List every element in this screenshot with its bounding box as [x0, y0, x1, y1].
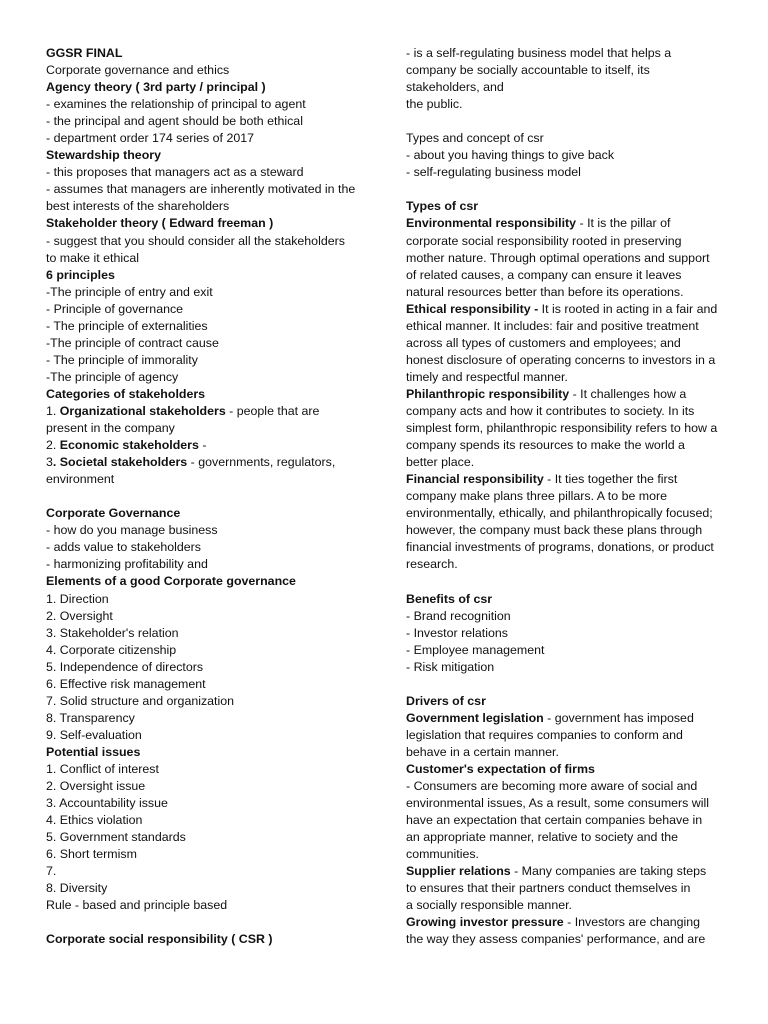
heading-line — [46, 505, 371, 522]
text-line — [46, 591, 371, 608]
plain-text: - harmonizing profitability and — [46, 557, 208, 572]
plain-text: 3. Stakeholder's relation — [46, 625, 179, 640]
blank-line — [406, 676, 728, 693]
heading-line — [46, 147, 371, 164]
text-line — [406, 147, 728, 164]
text-line — [406, 164, 728, 181]
text-line — [46, 642, 371, 659]
plain-text: best interests of the shareholders — [46, 199, 230, 214]
bold-text: Growing investor pressure — [406, 915, 564, 930]
plain-text: - It challenges how a — [569, 386, 687, 401]
plain-text: - Employee management — [406, 642, 545, 657]
text-line — [406, 744, 728, 761]
text-line — [46, 727, 371, 744]
text-line — [406, 233, 728, 250]
plain-text: - Investors are changing — [563, 915, 701, 930]
plain-text: environmentally, ethically, and philanthropically focused; — [406, 506, 713, 521]
plain-text: - the principal and agent should be both ethical — [46, 114, 303, 129]
text-line — [46, 284, 371, 301]
plain-text: -The principle of contract cause — [46, 335, 219, 350]
plain-text: - The principle of externalities — [46, 318, 208, 333]
text-line — [406, 96, 728, 113]
heading-line — [406, 693, 728, 710]
plain-text: to ensures that their partners conduct themselves in — [406, 881, 691, 896]
text-line — [46, 897, 371, 914]
plain-text: 7. Solid structure and organization — [46, 693, 235, 708]
plain-text: 9. Self-evaluation — [46, 727, 142, 742]
text-line — [46, 318, 371, 335]
plain-text: - about you having things to give back — [406, 148, 615, 163]
bold-text: Potential issues — [46, 744, 141, 759]
bold-text: Corporate social responsibility ( CSR ) — [46, 932, 273, 947]
plain-text: 3. Accountability issue — [46, 796, 168, 811]
plain-text: 1. Direction — [46, 591, 109, 606]
plain-text: 6. Effective risk management — [46, 676, 206, 691]
plain-text: 2. — [46, 438, 60, 453]
plain-text: environment — [46, 472, 115, 487]
plain-text: company be socially accountable to itself, its — [406, 63, 650, 78]
heading-line — [46, 215, 371, 232]
plain-text: across all types of customers and employees; and — [406, 335, 681, 350]
plain-text: - — [198, 438, 207, 453]
text-line — [406, 710, 728, 727]
plain-text: - how do you manage business — [46, 523, 218, 538]
heading-line — [46, 45, 371, 62]
blank-line — [406, 573, 728, 590]
text-line — [406, 608, 728, 625]
text-line — [46, 608, 371, 625]
text-line — [406, 880, 728, 897]
text-line — [46, 471, 371, 488]
plain-text: 4. Corporate citizenship — [46, 642, 177, 657]
plain-text: however, the company must back these plans through — [406, 523, 703, 538]
text-line — [406, 863, 728, 880]
bold-text: Stewardship theory — [46, 148, 161, 163]
plain-text: - Brand recognition — [406, 608, 511, 623]
text-line — [46, 301, 371, 318]
plain-text: 1. Conflict of interest — [46, 761, 159, 776]
text-line — [406, 403, 728, 420]
plain-text: company make plans three pillars. A to be more — [406, 489, 668, 504]
bold-text: Elements of a good Corporate governance — [46, 574, 296, 589]
plain-text: research. — [406, 557, 458, 572]
plain-text: - examines the relationship of principal to agent — [46, 97, 306, 112]
text-line — [46, 761, 371, 778]
text-line — [406, 642, 728, 659]
text-line — [406, 556, 728, 573]
heading-line — [46, 744, 371, 761]
plain-text: communities. — [406, 847, 479, 862]
text-line — [406, 284, 728, 301]
text-line — [406, 386, 728, 403]
plain-text: 5. Government standards — [46, 830, 186, 845]
text-line — [406, 352, 728, 369]
bold-text: Government legislation — [406, 710, 544, 725]
text-line — [406, 437, 728, 454]
text-line — [46, 846, 371, 863]
heading-line — [46, 931, 371, 948]
bold-text: Financial responsibility — [406, 472, 544, 487]
text-line — [46, 710, 371, 727]
text-line — [406, 914, 728, 931]
plain-text: 8. Diversity — [46, 881, 108, 896]
text-line — [406, 727, 728, 744]
text-line — [406, 829, 728, 846]
plain-text: stakeholders, and — [406, 80, 504, 95]
text-line — [46, 863, 371, 880]
plain-text: a socially responsible manner. — [406, 898, 572, 913]
text-line — [46, 829, 371, 846]
text-line — [46, 778, 371, 795]
plain-text: 3 — [46, 455, 53, 470]
plain-text: simplest form, philanthropic responsibility refers to how a — [406, 421, 718, 436]
plain-text: Corporate governance and ethics — [46, 63, 230, 78]
text-line — [406, 318, 728, 335]
plain-text: - adds value to stakeholders — [46, 540, 201, 555]
plain-text: behave in a certain manner. — [406, 744, 559, 759]
text-line — [46, 659, 371, 676]
plain-text: 6. Short termism — [46, 847, 137, 862]
plain-text: present in the company — [46, 421, 175, 436]
plain-text: - It is the pillar of — [576, 216, 671, 231]
plain-text: -The principle of agency — [46, 369, 179, 384]
text-line — [46, 539, 371, 556]
text-line — [46, 62, 371, 79]
text-line — [406, 505, 728, 522]
plain-text: - The principle of immorality — [46, 352, 198, 367]
bold-text: GGSR FINAL — [46, 46, 123, 60]
text-line — [406, 931, 728, 948]
plain-text: have an expectation that certain companies behave in — [406, 813, 703, 828]
plain-text: financial investments of programs, donations, or product — [406, 540, 714, 555]
text-line — [406, 62, 728, 79]
plain-text: -The principle of entry and exit — [46, 284, 213, 299]
text-line — [46, 369, 371, 386]
text-line — [406, 897, 728, 914]
right-column — [406, 45, 728, 948]
plain-text: the way they assess companies' performance, and are — [406, 932, 706, 947]
plain-text: of related causes, a company can ensure it leaves — [406, 267, 682, 282]
text-line — [406, 778, 728, 795]
bold-text: Types of csr — [406, 199, 479, 214]
text-line — [46, 181, 371, 198]
text-line — [406, 267, 728, 284]
text-line — [406, 369, 728, 386]
plain-text: better place. — [406, 455, 475, 470]
plain-text: - this proposes that managers act as a steward — [46, 165, 304, 180]
text-line — [46, 198, 371, 215]
plain-text: company acts and how it contributes to society. In its — [406, 403, 695, 418]
bold-text: Stakeholder theory ( Edward freeman ) — [46, 216, 274, 231]
bold-text: Drivers of csr — [406, 693, 486, 708]
text-line — [46, 352, 371, 369]
left-column — [46, 45, 371, 948]
plain-text: 1. — [46, 403, 60, 418]
text-line — [46, 556, 371, 573]
heading-line — [406, 591, 728, 608]
plain-text: ethical manner. It includes: fair and positive treatment — [406, 318, 699, 333]
plain-text: - Many companies are taking steps — [510, 864, 707, 879]
blank-line — [46, 488, 371, 505]
text-line — [46, 795, 371, 812]
plain-text: - is a self-regulating business model that helps a — [406, 46, 672, 60]
plain-text: natural resources better than before its operations. — [406, 284, 684, 299]
plain-text: - It ties together the first — [543, 472, 678, 487]
text-line — [406, 215, 728, 232]
plain-text: - Principle of governance — [46, 301, 184, 316]
bold-text: Customer's expectation of firms — [406, 761, 595, 776]
text-line — [406, 471, 728, 488]
bold-text: Ethical responsibility - — [406, 301, 539, 316]
text-line — [46, 693, 371, 710]
text-line — [46, 250, 371, 267]
text-line — [406, 335, 728, 352]
text-line — [406, 488, 728, 505]
plain-text: - Consumers are becoming more aware of social and — [406, 779, 698, 794]
text-line — [46, 676, 371, 693]
plain-text: - people that are — [225, 403, 320, 418]
text-line — [46, 164, 371, 181]
plain-text: the public. — [406, 97, 463, 112]
text-line — [46, 437, 371, 454]
blank-line — [406, 181, 728, 198]
text-line — [406, 625, 728, 642]
plain-text: 5. Independence of directors — [46, 659, 204, 674]
text-line — [46, 454, 371, 471]
text-line — [46, 522, 371, 539]
plain-text: legislation that requires companies to conform and — [406, 727, 683, 742]
text-line — [406, 846, 728, 863]
plain-text: environmental issues, As a result, some consumers will — [406, 796, 710, 811]
text-line — [46, 420, 371, 437]
plain-text: to make it ethical — [46, 250, 139, 265]
heading-line — [406, 198, 728, 215]
heading-line — [46, 267, 371, 284]
plain-text: - assumes that managers are inherently motivated in the — [46, 182, 356, 197]
heading-line — [406, 761, 728, 778]
plain-text: - self-regulating business model — [406, 165, 581, 180]
bold-text: Benefits of csr — [406, 591, 493, 606]
bold-text: Agency theory ( 3rd party / principal ) — [46, 80, 266, 95]
text-line — [46, 625, 371, 642]
bold-text: . Societal stakeholders — [52, 455, 188, 470]
plain-text: Rule - based and principle based — [46, 898, 228, 913]
bold-text: Environmental responsibility — [406, 216, 577, 231]
plain-text: - department order 174 series of 2017 — [46, 131, 255, 146]
heading-line — [46, 79, 371, 96]
plain-text: 2. Oversight — [46, 608, 113, 623]
text-line — [406, 812, 728, 829]
bold-text: Organizational stakeholders — [59, 403, 226, 418]
plain-text: - Risk mitigation — [406, 659, 495, 674]
text-line — [406, 301, 728, 318]
text-line — [46, 335, 371, 352]
plain-text: honest disclosure of operating concerns to investors in a — [406, 352, 716, 367]
text-line — [406, 454, 728, 471]
text-line — [46, 96, 371, 113]
plain-text: an appropriate manner, relative to society and the — [406, 830, 679, 845]
text-line — [406, 79, 728, 96]
text-line — [406, 130, 728, 147]
plain-text: 4. Ethics violation — [46, 813, 143, 828]
plain-text: company spends its resources to make the world a — [406, 438, 685, 453]
text-line — [46, 233, 371, 250]
text-line — [46, 880, 371, 897]
bold-text: Economic stakeholders — [59, 438, 199, 453]
bold-text: 6 principles — [46, 267, 115, 282]
bold-text: Corporate Governance — [46, 506, 181, 521]
blank-line — [406, 113, 728, 130]
text-line — [46, 113, 371, 130]
text-line — [46, 403, 371, 420]
bold-text: Supplier relations — [406, 864, 511, 879]
text-line — [46, 130, 371, 147]
text-line — [406, 45, 728, 62]
plain-text: Types and concept of csr — [406, 131, 544, 146]
plain-text: 2. Oversight issue — [46, 779, 146, 794]
text-line — [406, 795, 728, 812]
text-line — [406, 539, 728, 556]
plain-text: - governments, regulators, — [187, 455, 336, 470]
text-line — [406, 250, 728, 267]
plain-text: mother nature. Through optimal operations and support — [406, 250, 710, 265]
text-line — [406, 420, 728, 437]
plain-text: 8. Transparency — [46, 710, 135, 725]
heading-line — [46, 573, 371, 590]
plain-text: It is rooted in acting in a fair and — [538, 301, 718, 316]
plain-text: - Investor relations — [406, 625, 508, 640]
blank-line — [46, 914, 371, 931]
text-line — [406, 522, 728, 539]
plain-text: - suggest that you should consider all the stakeholders — [46, 233, 345, 248]
plain-text: - government has imposed — [543, 710, 694, 725]
plain-text: corporate social responsibility rooted in preserving — [406, 233, 682, 248]
bold-text: Philanthropic responsibility — [406, 386, 570, 401]
plain-text: timely and respectful manner. — [406, 369, 568, 384]
text-line — [406, 659, 728, 676]
text-line — [46, 812, 371, 829]
heading-line — [46, 386, 371, 403]
bold-text: Categories of stakeholders — [46, 386, 206, 401]
plain-text: 7. — [46, 864, 57, 879]
